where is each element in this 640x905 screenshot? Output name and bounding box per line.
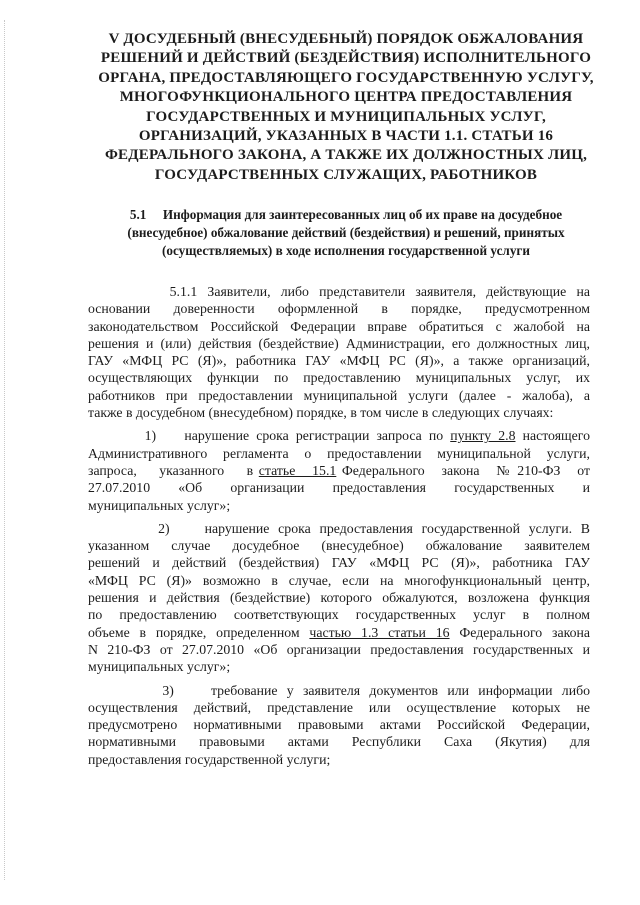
- text-line: [88, 462, 590, 479]
- title-line: ГОСУДАРСТВЕННЫХ И МУНИЦИПАЛЬНЫХ УСЛУГ,: [146, 108, 546, 125]
- text-line: также в досудебном (внесудебном) порядке, в том числе в следующих случаях:: [88, 405, 554, 421]
- text-line: муниципальных услуг»;: [88, 659, 231, 675]
- title-line: V ДОСУДЕБНЫЙ (ВНЕСУДЕБНЫЙ) ПОРЯДОК ОБЖАЛОВАНИЯ: [108, 31, 584, 47]
- text-line: предусмотрено нормативными правовыми актами Российской Федерации,: [88, 717, 590, 733]
- text-line: решений и действий (бездействия) ГАУ «МФЦ РС (Я)», работника ГАУ: [88, 555, 590, 571]
- list-item-3: [88, 682, 590, 768]
- text-line: решения и действия (бездействие) которого обжалуются, возложена функция: [88, 590, 590, 606]
- text-line: законодательством Российской Федерации вправе обратиться с жалобой на: [88, 318, 590, 334]
- subsection-heading: [86, 206, 606, 260]
- list-item-1: [88, 427, 590, 513]
- text-line: «МФЦ РС (Я)» возможно в случае, если на многофункциональный центр,: [88, 572, 590, 588]
- title-line: МНОГОФУНКЦИОНАЛЬНОГО ЦЕНТРА ПРЕДОСТАВЛЕНИЯ: [119, 89, 573, 106]
- document-body: [88, 283, 590, 768]
- text-line: решения и (или) действия (бездействие) Администрации, его должностных лиц,: [88, 335, 590, 351]
- subsection-line: (внесудебное) обжалование действий (бездействия) и решений, принятых: [127, 225, 565, 240]
- text-fragment: настоящего: [515, 428, 590, 444]
- text-line: осуществления действий, представление или осуществление которых не: [88, 699, 590, 715]
- subsection-line: (осуществляемых) в ходе исполнения государственной услуги: [161, 243, 531, 258]
- list-item-2: [88, 520, 590, 676]
- text-line: нормативными правовыми актами Республики Саха (Якутия) для: [88, 734, 590, 750]
- text-line: основании доверенности оформленной в порядке, предусмотренном: [88, 301, 590, 317]
- scan-edge: [4, 20, 6, 880]
- title-line: ОРГАНА, ПРЕДОСТАВЛЯЮЩЕГО ГОСУДАРСТВЕННУЮ УСЛУГУ,: [98, 69, 594, 86]
- text-line: [88, 427, 590, 444]
- title-line: ГОСУДАРСТВЕННЫХ СЛУЖАЩИХ, РАБОТНИКОВ: [154, 166, 538, 183]
- text-line: [88, 624, 590, 641]
- text-line: предоставления государственной услуги;: [88, 751, 331, 767]
- text-line: 3) требование у заявителя документов или информации либо: [88, 682, 590, 698]
- title-line: ФЕДЕРАЛЬНОГО ЗАКОНА, А ТАКЖЕ ИХ ДОЛЖНОСТНЫХ ЛИЦ,: [104, 147, 588, 164]
- text-line: осуществляющих функции по предоставлению муниципальных услуг, их: [88, 370, 590, 386]
- paragraph-5-1-1: [88, 283, 590, 421]
- text-fragment: Федерального закона № 210-ФЗ от: [336, 462, 590, 478]
- text-fragment: 1) нарушение срока регистрации запроса по: [88, 428, 451, 444]
- chapter-title: [86, 30, 606, 185]
- text-line: N 210-ФЗ от 27.07.2010 «Об организации предоставления государственных и: [88, 641, 590, 657]
- text-line: 2) нарушение срока предоставления государственной услуги. В: [88, 520, 590, 536]
- text-line: указанном случае досудебное (внесудебное) обжалование заявителем: [88, 538, 590, 554]
- text-line: 5.1.1 Заявители, либо представители заявителя, действующие на: [88, 284, 590, 299]
- title-line: ОРГАНИЗАЦИЙ, УКАЗАННЫХ В ЧАСТИ 1.1. СТАТЬИ 16: [138, 128, 554, 145]
- text-line: Административного регламента о предоставлении муниципальной услуги,: [88, 445, 590, 461]
- link-punkt-2-8[interactable]: пункту 2.8: [450, 428, 516, 444]
- link-chast-1-3-statya-16[interactable]: частью 1.3 статьи 16: [309, 624, 450, 640]
- text-fragment: объеме в порядке, определенном: [88, 624, 310, 640]
- text-fragment: Федерального закона: [449, 624, 590, 640]
- text-line: по предоставлению соответствующих государственных услуг в полном: [88, 607, 590, 623]
- title-line: РЕШЕНИЙ И ДЕЙСТВИЙ (БЕЗДЕЙСТВИЯ) ИСПОЛНИТЕЛЬНОГО: [100, 50, 592, 67]
- text-fragment: запроса, указанного в: [88, 462, 259, 478]
- text-line: работников при предоставлении муниципальной услуги (далее - жалоба), а: [88, 387, 590, 403]
- text-line: ГАУ «МФЦ РС (Я)», работника ГАУ «МФЦ РС (Я)», а также организаций,: [88, 353, 590, 369]
- link-statya-15-1[interactable]: статье 15.1: [258, 462, 337, 478]
- text-line: 27.07.2010 «Об организации предоставления государственных и: [88, 480, 590, 496]
- subsection-line: 5.1 Информация для заинтересованных лиц об их праве на досудебное: [129, 207, 563, 222]
- text-line: муниципальных услуг»;: [88, 497, 231, 513]
